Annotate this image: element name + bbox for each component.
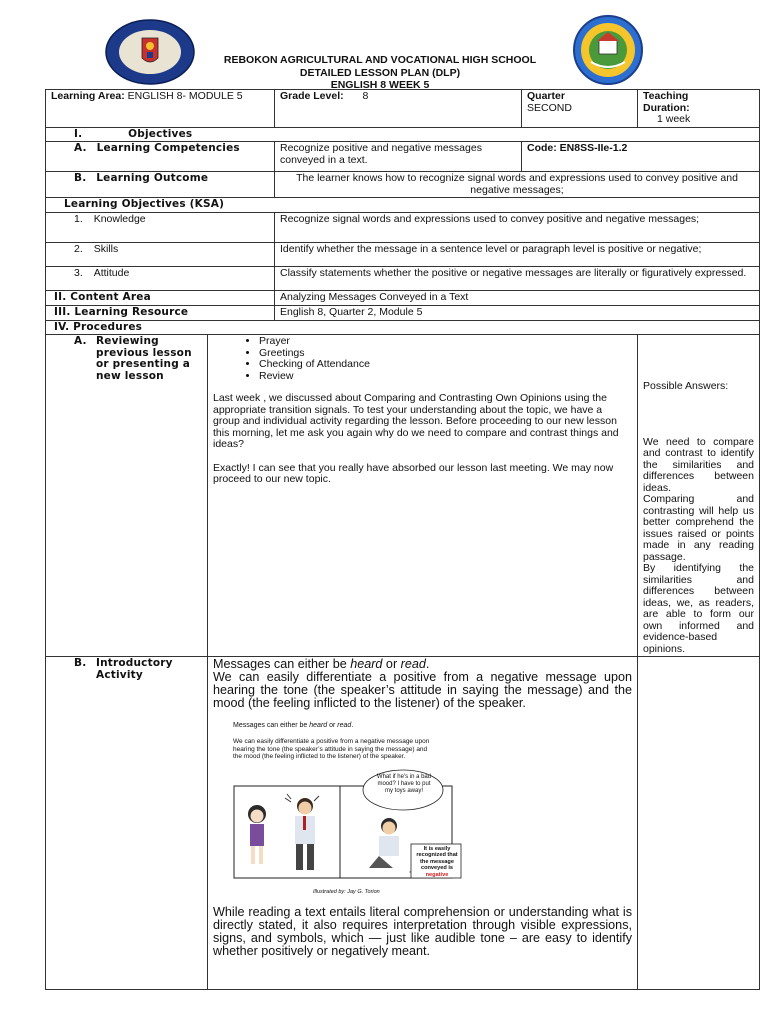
document-title: DETAILED LESSON PLAN (DLP) — [299, 66, 461, 79]
outcome-title: Learning Outcome — [96, 172, 209, 184]
ksa-knowledge-label-cell — [46, 212, 275, 242]
illus-note-negative: negative — [425, 871, 449, 878]
competencies-value: Recognize positive and negative messages conveyed in a text. — [275, 142, 522, 172]
ksa-attitude-row — [46, 266, 760, 290]
bullet-greetings: • Greetings — [259, 348, 632, 360]
competencies-label-cell — [46, 142, 275, 172]
intro-heard: heard — [350, 657, 383, 671]
ksa-skills-value: Identify whether the message in a sentence level or paragraph level is positive or negative; — [275, 242, 760, 266]
objectives-heading — [46, 127, 760, 142]
teaching-duration-value: 1 week — [657, 113, 691, 125]
learning-resource-row — [46, 305, 760, 320]
objectives-title: Objectives — [128, 127, 193, 140]
intro-read: read — [400, 657, 426, 671]
grade-level-value: 8 — [362, 90, 369, 102]
quarter-label: Quarter — [527, 90, 565, 102]
ksa-skills-num: 2. — [74, 242, 83, 255]
illus-note-text: It is easily recognized that the message conveyed is — [416, 846, 458, 872]
procedure-b-content — [208, 657, 638, 990]
procedures-heading: IV. Procedures — [46, 320, 760, 335]
illus-period: . — [351, 722, 354, 729]
illustration-image — [233, 722, 463, 898]
illus-speech-bubble: What if he's in a bad mood? I have to put my toys away! — [376, 774, 432, 794]
quarter-cell — [522, 90, 638, 128]
grade-level-cell — [275, 90, 522, 128]
illus-read: read — [337, 722, 352, 729]
procedure-a-title: Reviewing previous lesson or presenting a new lesson — [96, 335, 192, 382]
illus-caption-line — [233, 722, 353, 730]
week-label: ENGLISH 8 WEEK 5 — [330, 79, 430, 91]
procedure-b-title: Introductory Activity — [96, 657, 173, 681]
procedure-a-content — [208, 335, 638, 657]
procedure-a-paragraph-2: Exactly! I can see that you really have absorbed our lesson last meeting. We may now proceed to our new topic. — [213, 461, 614, 485]
competency-code: Code: EN8SS-IIe-1.2 — [522, 142, 760, 172]
content-area-value: Analyzing Messages Conveyed in a Text — [275, 290, 760, 305]
intro-text: Messages can either be — [213, 657, 351, 671]
ksa-knowledge-value: Recognize signal words and expressions used to convey positive and negative messages; — [275, 212, 760, 242]
teaching-duration-cell — [638, 90, 760, 128]
learning-resource-value: English 8, Quarter 2, Module 5 — [275, 305, 760, 320]
ksa-skills-label: Skills — [93, 242, 119, 255]
ksa-heading-row — [46, 198, 760, 213]
ksa-attitude-label-cell — [46, 266, 275, 290]
ksa-knowledge-num: 1. — [74, 212, 83, 225]
possible-answers-title: Possible Answers: — [643, 380, 729, 392]
content-area-row — [46, 290, 760, 305]
procedure-a-paragraph-1: Last week , we discussed about Comparing and Contrasting Own Opinions using the appropriate transition signals. To test your understanding about the topic, we have a group and individual activity regarding the lesson. Before proceeding to our new lesson this morning, let me ask you again why do we need to compare and contrast things and ideas? — [213, 392, 619, 450]
ksa-attitude-label: Attitude — [93, 266, 130, 279]
content-area-label: II. Content Area — [46, 290, 275, 305]
procedure-b-label-cell — [46, 657, 208, 990]
objectives-row — [46, 127, 760, 142]
bullet-attendance: • Checking of Attendance — [259, 359, 632, 371]
school-name: REBOKON AGRICULTURAL AND VOCATIONAL HIGH SCHOOL — [223, 54, 537, 66]
competencies-row — [46, 142, 760, 172]
learning-resource-label: III. Learning Resource — [46, 305, 275, 320]
grade-level-label: Grade Level: — [280, 90, 344, 102]
procedure-b-letter: B. — [74, 657, 87, 669]
info-row — [46, 90, 760, 128]
outcome-value: The learner knows how to recognize signal words and expressions used to convey positive and negative messages; — [275, 172, 760, 198]
objectives-num: I. — [74, 127, 83, 140]
procedure-b-row — [46, 657, 760, 990]
intro-or: or — [382, 657, 401, 671]
learning-area-value: ENGLISH 8- MODULE 5 — [127, 90, 243, 102]
intro-period: . — [425, 657, 430, 671]
learning-area-cell — [46, 90, 275, 128]
document-header — [160, 54, 600, 92]
procedure-a-label-cell — [46, 335, 208, 657]
illus-credit: Illustrated by: Jay G. Torion — [313, 889, 380, 895]
procedure-a-letter: A. — [74, 335, 87, 347]
outcome-row — [46, 172, 760, 198]
teaching-duration-label: Teaching Duration: — [643, 90, 690, 114]
learning-area-label: Learning Area: — [51, 90, 125, 102]
outcome-letter: B. — [74, 172, 87, 184]
procedure-b-notes-cell — [638, 657, 760, 990]
ksa-skills-label-cell — [46, 242, 275, 266]
ksa-attitude-value: Classify statements whether the positive or negative messages are literally or figuratively expressed. — [275, 266, 760, 290]
ksa-knowledge-row — [46, 212, 760, 242]
bullet-prayer: • Prayer — [259, 336, 632, 348]
procedures-heading-row — [46, 320, 760, 335]
competencies-title: Learning Competencies — [96, 142, 240, 154]
bullet-review: • Review — [259, 371, 632, 383]
lesson-plan-table — [45, 89, 760, 990]
ksa-heading: Learning Objectives (KSA) — [46, 198, 760, 213]
illus-heard: heard — [309, 722, 328, 729]
possible-answer-2: Comparing and contrasting will help us better comprehend the issues raised or points made in any reading passage. — [643, 493, 754, 563]
procedure-b-paragraph: We can easily differentiate a positive from a negative message upon hearing the tone (the speaker’s attitude in saying the message) and the mood (the feeling inflicted to the listener) of the speaker. — [213, 670, 632, 710]
ksa-skills-row — [46, 242, 760, 266]
outcome-label-cell — [46, 172, 275, 198]
possible-answer-3: By identifying the similarities and differences between ideas, we, as readers, are able to form our own informed and evidence-based opinions. — [643, 562, 754, 655]
procedure-a-bullet-list — [213, 336, 632, 382]
illus-note-box — [413, 846, 461, 878]
illus-or: or — [327, 722, 338, 729]
quarter-value: SECOND — [527, 101, 572, 114]
procedure-a-row — [46, 335, 760, 657]
ksa-attitude-num: 3. — [74, 266, 83, 279]
possible-answers-cell — [638, 335, 760, 657]
possible-answer-1: We need to compare and contrast to identify the similarities and differences between ideas. — [643, 435, 754, 494]
procedure-b-paragraph-2: While reading a text entails literal comprehension or understanding what is directly stated, it also requires interpretation through visible expressions, signs, and symbols, which — just like audible tone – are easy to identify whether positively or negatively meant. — [213, 905, 632, 958]
competencies-letter: A. — [74, 142, 87, 154]
ksa-knowledge-label: Knowledge — [93, 212, 146, 225]
illus-paragraph: We can easily differentiate a positive from a negative message upon hearing the tone (the speaker’s attitude in saying the message) and the mood (the feeling inflicted to the listener) of the speaker. — [233, 738, 430, 760]
illus-line-text: Messages can either be — [233, 722, 310, 729]
